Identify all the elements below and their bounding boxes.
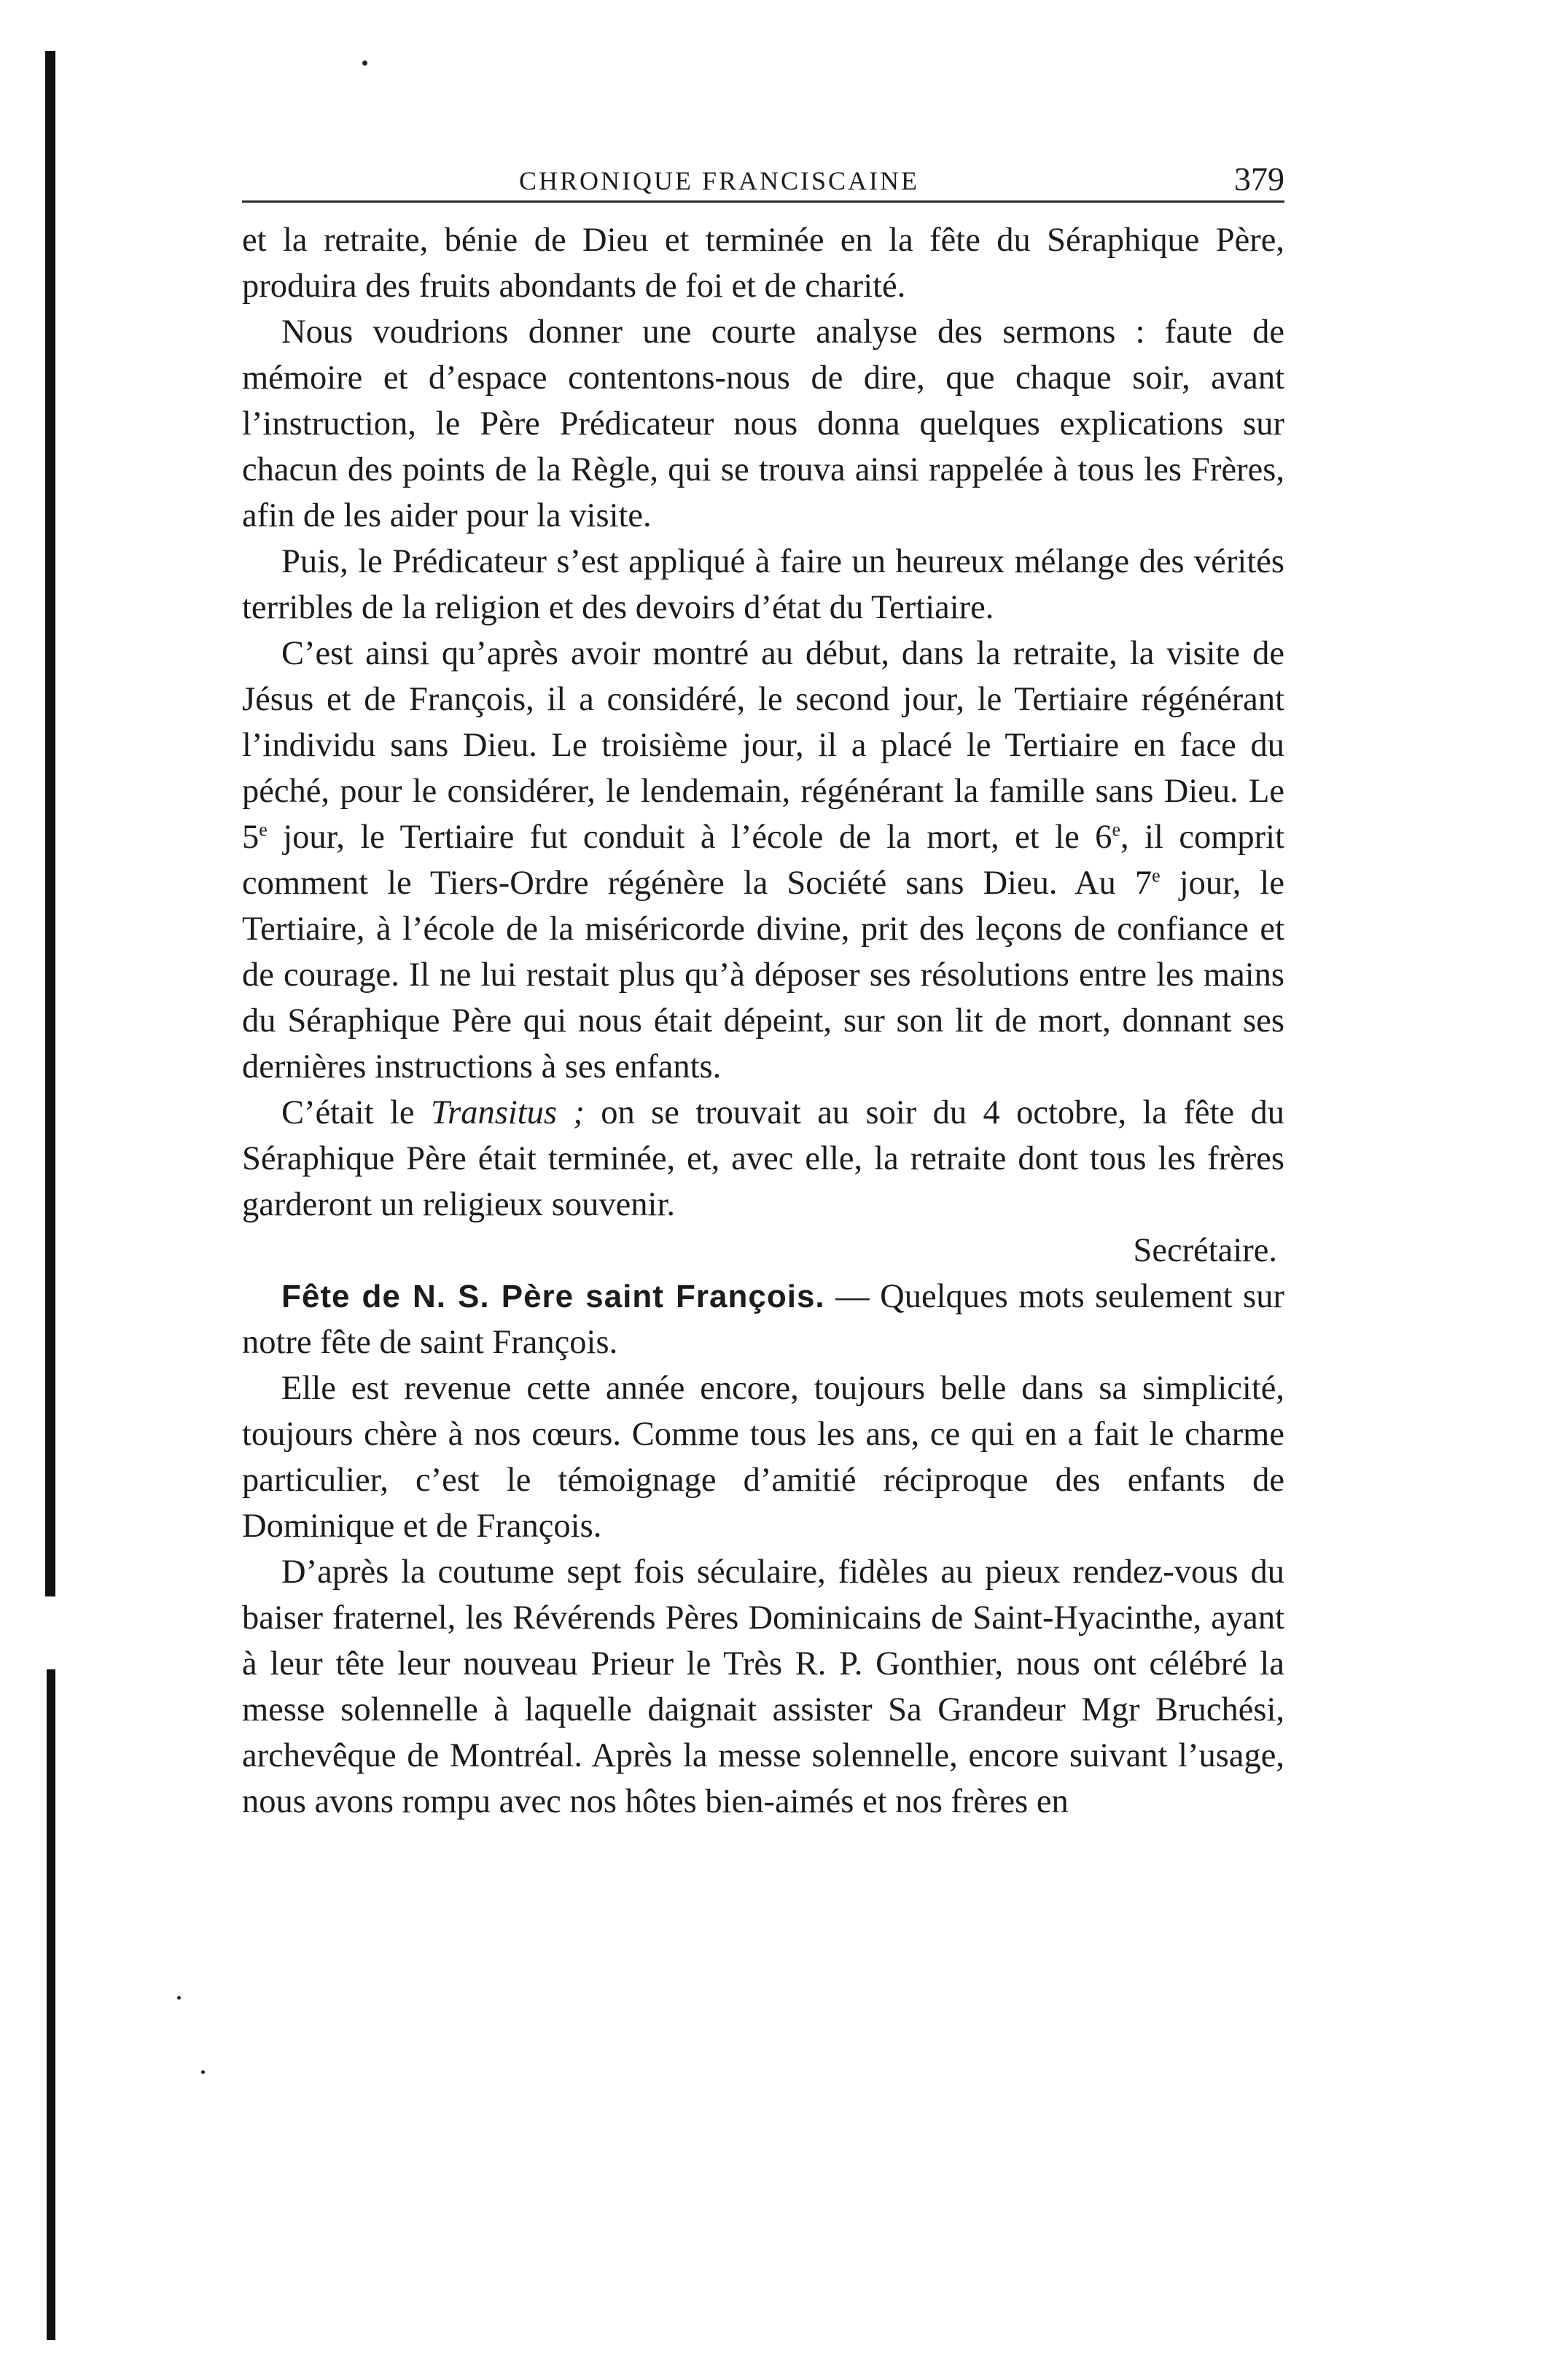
paragraph-transitus: C’était le Transitus ; on se trouvait au soir du 4 octobre, la fête du Séraphique Père était terminée, et, avec elle, la retraite dont tous les frères garderont un religieux souvenir. (242, 1094, 1284, 1223)
running-head (242, 149, 1284, 203)
binding-edge-shadow (45, 51, 55, 1596)
paragraph-feast-return: Elle est revenue cette année encore, toujours belle dans sa simplicité, toujours chère à nos cœurs. Comme tous les ans, ce qui en a fait le charme particulier, c’est le témoignage d’amitié réciproque des enfants de Dominique et de François. (242, 1370, 1284, 1545)
paragraph-sermons: Nous voudrions donner une courte analyse des sermons : faute de mémoire et d’espace contentons-nous de dire, que chaque soir, avant l’instruction, le Père Prédicateur nous donna quelques explications sur chacun des points de la Règle, qui se trouva ainsi rappelée à tous les Frères, afin de les aider pour la visite. (242, 313, 1284, 534)
signature: Secrétaire. (1133, 1232, 1277, 1269)
section-feast: Fête de N. S. Père saint François. — Quelques mots seulement sur notre fête de saint François. (242, 1278, 1284, 1361)
section-title: Fête de N. S. Père saint François. (281, 1279, 825, 1314)
running-head-title: CHRONIQUE FRANCISCAINE (519, 166, 920, 195)
paragraph-preacher: Puis, le Prédicateur s’est appliqué à faire un heureux mélange des vérités terribles de la religion et des devoirs d’état du Tertiaire. (242, 543, 1284, 626)
paragraph-retreat-days: C’est ainsi qu’après avoir montré au début, dans la retraite, la visite de Jésus et de François, il a considéré, le second jour, le Tertiaire régénérant l’individu sans Dieu. Le troisième jour, il a placé le Tertiaire en face du péché, pour le considérer, le lendemain, régénérant la famille sans Dieu. Le 5e jour, le Tertiaire fut conduit à l’école de la mort, et le 6e, il comprit comment le Tiers-Ordre régénère la Société sans Dieu. Au 7e jour, le Tertiaire, à l’école de la miséricorde divine, prit des leçons de confiance et de courage. Il ne lui restait plus qu’à déposer ses résolutions entre les mains du Séraphique Père qui nous était dépeint, sur son lit de mort, donnant ses dernières instructions à ses enfants. (242, 635, 1284, 1085)
book-page (242, 149, 1284, 1825)
scan-speck (177, 1996, 181, 2000)
body-text (242, 217, 1284, 1825)
scan-speck (201, 2070, 205, 2074)
paragraph-continuation: et la retraite, bénie de Dieu et terminée en la fête du Séraphique Père, produira des fruits abondants de foi et de charité. (242, 222, 1284, 305)
page-number: 379 (1234, 160, 1284, 198)
binding-edge-shadow-lower (47, 1669, 55, 2340)
paragraph-feast-mass: D’après la coutume sept fois séculaire, fidèles au pieux rendez-vous du baiser fraternel, les Révérends Pères Dominicains de Saint-Hyacinthe, ayant à leur tête leur nouveau Prieur le Très R. P. Gonthier, nous ont célébré la messe solennelle à laquelle daignait assister Sa Grandeur Mgr Bruchési, archevêque de Montréal. Après la messe solennelle, encore suivant l’usage, nous avons rompu avec nos hôtes bien-aimés et nos frères en (242, 1553, 1284, 1820)
scan-speck (362, 61, 367, 66)
